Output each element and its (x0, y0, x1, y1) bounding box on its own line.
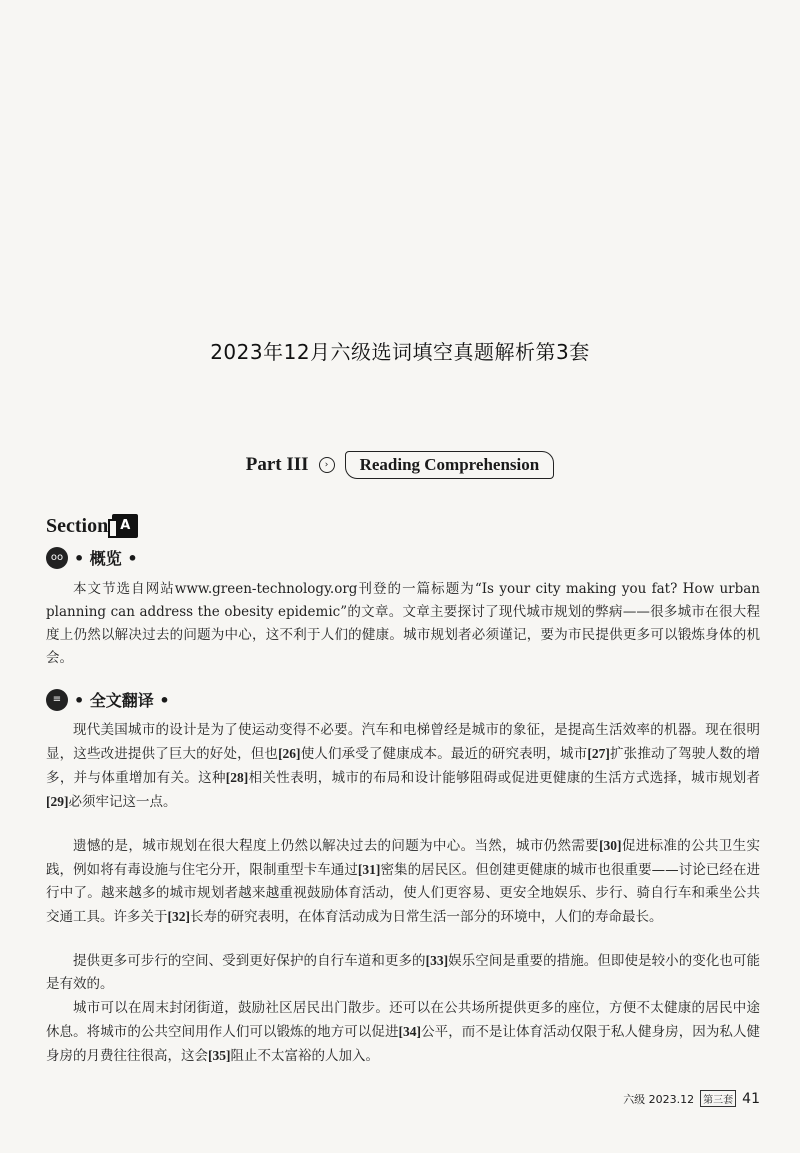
arrow-circle-icon: › (319, 457, 335, 473)
translation-paragraph-1: 现代美国城市的设计是为了使运动变得不必要。汽车和电梯曾经是城市的象征，是提高生活效率的机器。现在很明显，这些改进提供了巨大的好处，但也[26]使人们承受了健康成本。最近的研究表明，城市[27]扩张推动了驾驶人数的增多，并与体重增加有关。这种[28]相关性表明，城市的布局和设计能够阻碍或促进更健康的生活方式选择，城市规划者[29]必须牢记这一点。 (46, 722, 761, 810)
translation-heading-text: • 全文翻译 • (74, 691, 170, 710)
overview-paragraph: 本文节选自网站www.green-technology.org刊登的一篇标题为“Is your city making you fat? How urban planning can address the obesity epidemic”的文章。文章主要探讨了现代城市规划的弊病——很多城市在很大程度上仍然以解决过去的问题为中心，这不利于人们的健康。城市规划者必须谨记，要为市民提供更多可以锻炼身体的机会。 (46, 581, 760, 666)
page-number: 41 (742, 1090, 760, 1107)
part-label: Part III (245, 454, 309, 475)
section-badge-icon: A (112, 514, 138, 538)
footer-level: 六级 2023.12 (623, 1092, 695, 1106)
part-name-box: Reading Comprehension (345, 451, 555, 479)
document-icon: ≡ (46, 689, 68, 711)
section-heading (46, 514, 138, 538)
glasses-icon: oo (46, 547, 68, 569)
translation-paragraph-2: 遗憾的是，城市规划在很大程度上仍然以解决过去的问题为中心。当然，城市仍然需要[30]促进标准的公共卫生实践，例如将有毒设施与住宅分开，限制重型卡车通过[31]密集的居民区。但创建更健康的城市也很重要——讨论已经在进行中了。越来越多的城市规划者越来越重视鼓励体育活动，使人们更容易、更安全地娱乐、步行、骑自行车和乘坐公共交通工具。许多关于[32]长寿的研究表明，在体育活动成为日常生活一部分的环境中，人们的寿命最长。 (46, 838, 761, 925)
section-word: Section (46, 514, 109, 537)
part-header (0, 451, 800, 479)
overview-heading (46, 546, 138, 569)
page-title: 2023年12月六级选词填空真题解析第3套 (210, 340, 590, 364)
overview-heading-text: • 概览 • (74, 549, 138, 568)
translation-heading (46, 688, 170, 711)
translation-paragraph-3: 提供更多可步行的空间、受到更好保护的自行车道和更多的[33]娱乐空间是重要的措施。但即使是较小的变化也可能是有效的。 (46, 953, 761, 992)
translation-paragraph-4: 城市可以在周末封闭街道，鼓励社区居民出门散步。还可以在公共场所提供更多的座位，方便不太健康的居民中途休息。将城市的公共空间用作人们可以锻炼的地方可以促进[34]公平，而不是让体育活动仅限于私人健身房，因为私人健身房的月费往往很高，这会[35]阻止不太富裕的人加入。 (46, 1000, 761, 1064)
page-footer (623, 1090, 760, 1107)
footer-set-tag: 第三套 (700, 1090, 736, 1107)
